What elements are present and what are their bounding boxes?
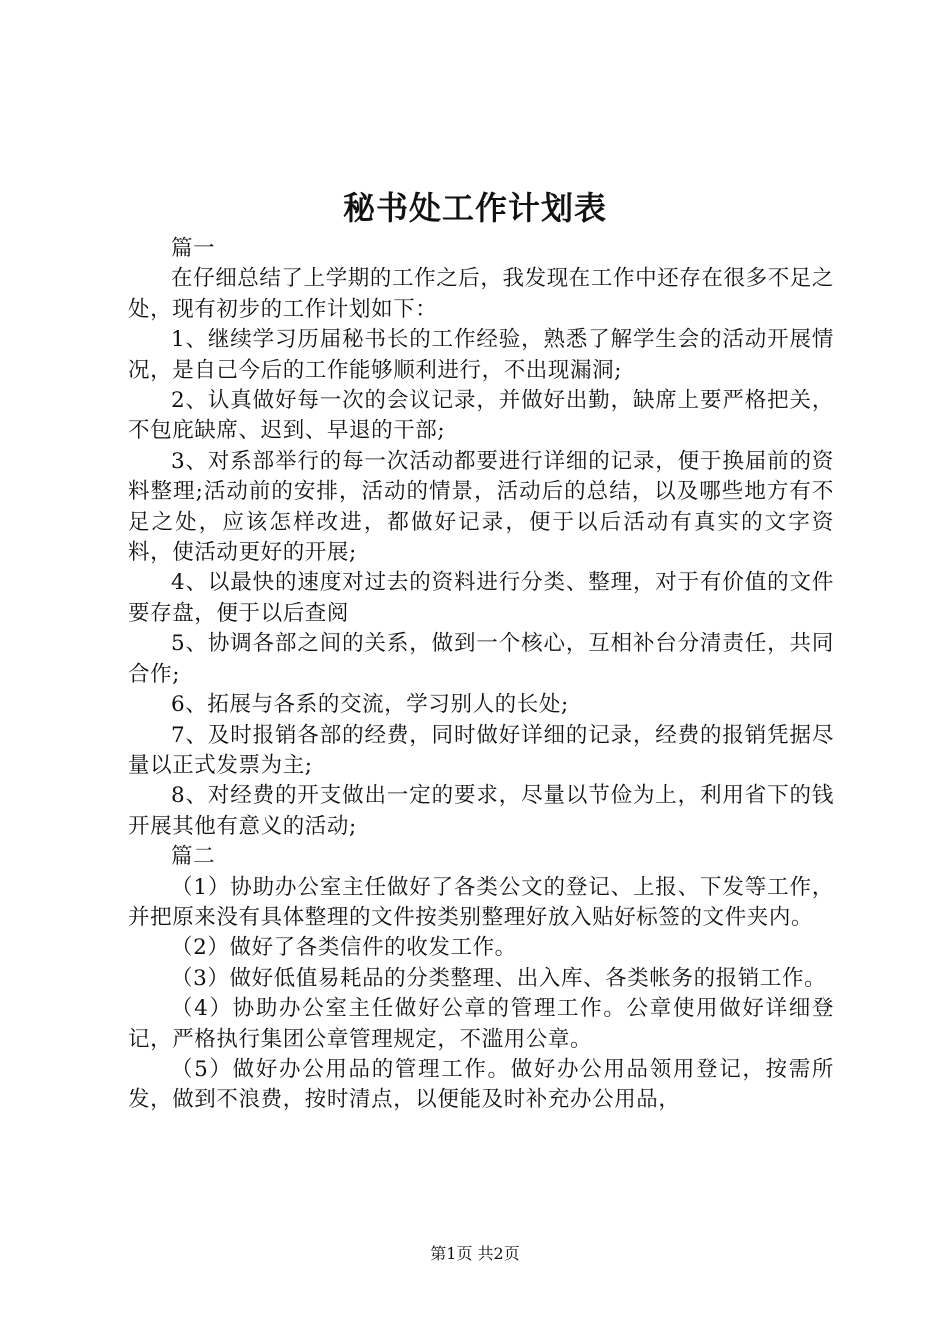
paragraph-item-4: 4、以最快的速度对过去的资料进行分类、整理，对于有价值的文件要存盘，便于以后查阅 <box>128 570 834 626</box>
paragraph-item-2: 2、认真做好每一次的会议记录，并做好出勤，缺席上要严格把关，不包庇缺席、迟到、早退的干部; <box>128 388 834 444</box>
paragraph-item-7: 7、及时报销各部的经费，同时做好详细的记录，经费的报销凭据尽量以正式发票为主; <box>128 722 834 778</box>
paragraph-item-3: 3、对系部举行的每一次活动都要进行详细的记录，便于换届前的资料整理;活动前的安排，活动的情景，活动后的总结，以及哪些地方有不足之处，应该怎样改进，都做好记录，便于以后活动有真实的文字资料，使活动更好的开展; <box>128 448 834 566</box>
section-heading-1: 篇一 <box>171 236 216 261</box>
document-body <box>128 234 834 1116</box>
document-title: 秘书处工作计划表 <box>342 189 607 227</box>
page-number-footer: 第1页 共2页 <box>430 1244 520 1263</box>
paragraph-intro: 在仔细总结了上学期的工作之后，我发现在工作中还存在很多不足之处，现有初步的工作计划如下： <box>128 266 835 322</box>
section-heading-2: 篇二 <box>171 844 216 870</box>
paragraph-task-1: （1）协助办公室主任做好了各类公文的登记、上报、下发等工作，并把原来没有具体整理的文件按类别整理好放入贴好标签的文件夹内。 <box>128 874 834 930</box>
paragraph-item-1: 1、继续学习历届秘书长的工作经验，熟悉了解学生会的活动开展情况，是自己今后的工作能够顺利进行，不出现漏洞; <box>128 327 834 383</box>
paragraph-task-3: （3）做好低值易耗品的分类整理、出入库、各类帐务的报销工作。 <box>171 965 827 991</box>
paragraph-item-8: 8、对经费的开支做出一定的要求，尽量以节俭为上，利用省下的钱开展其他有意义的活动; <box>128 783 834 839</box>
paragraph-task-4: （4）协助办公室主任做好公章的管理工作。公章使用做好详细登记，严格执行集团公章管理规定，不滥用公章。 <box>128 996 834 1052</box>
paragraph-item-5: 5、协调各部之间的关系，做到一个核心，互相补台分清责任，共同合作; <box>128 631 834 687</box>
paragraph-task-2: （2）做好了各类信件的收发工作。 <box>171 935 517 961</box>
paragraph-task-5: （5）做好办公用品的管理工作。做好办公用品领用登记，按需所发，做到不浪费，按时清点，以便能及时补充办公用品， <box>128 1056 834 1113</box>
paragraph-item-6: 6、拓展与各系的交流，学习别人的长处; <box>171 692 569 718</box>
